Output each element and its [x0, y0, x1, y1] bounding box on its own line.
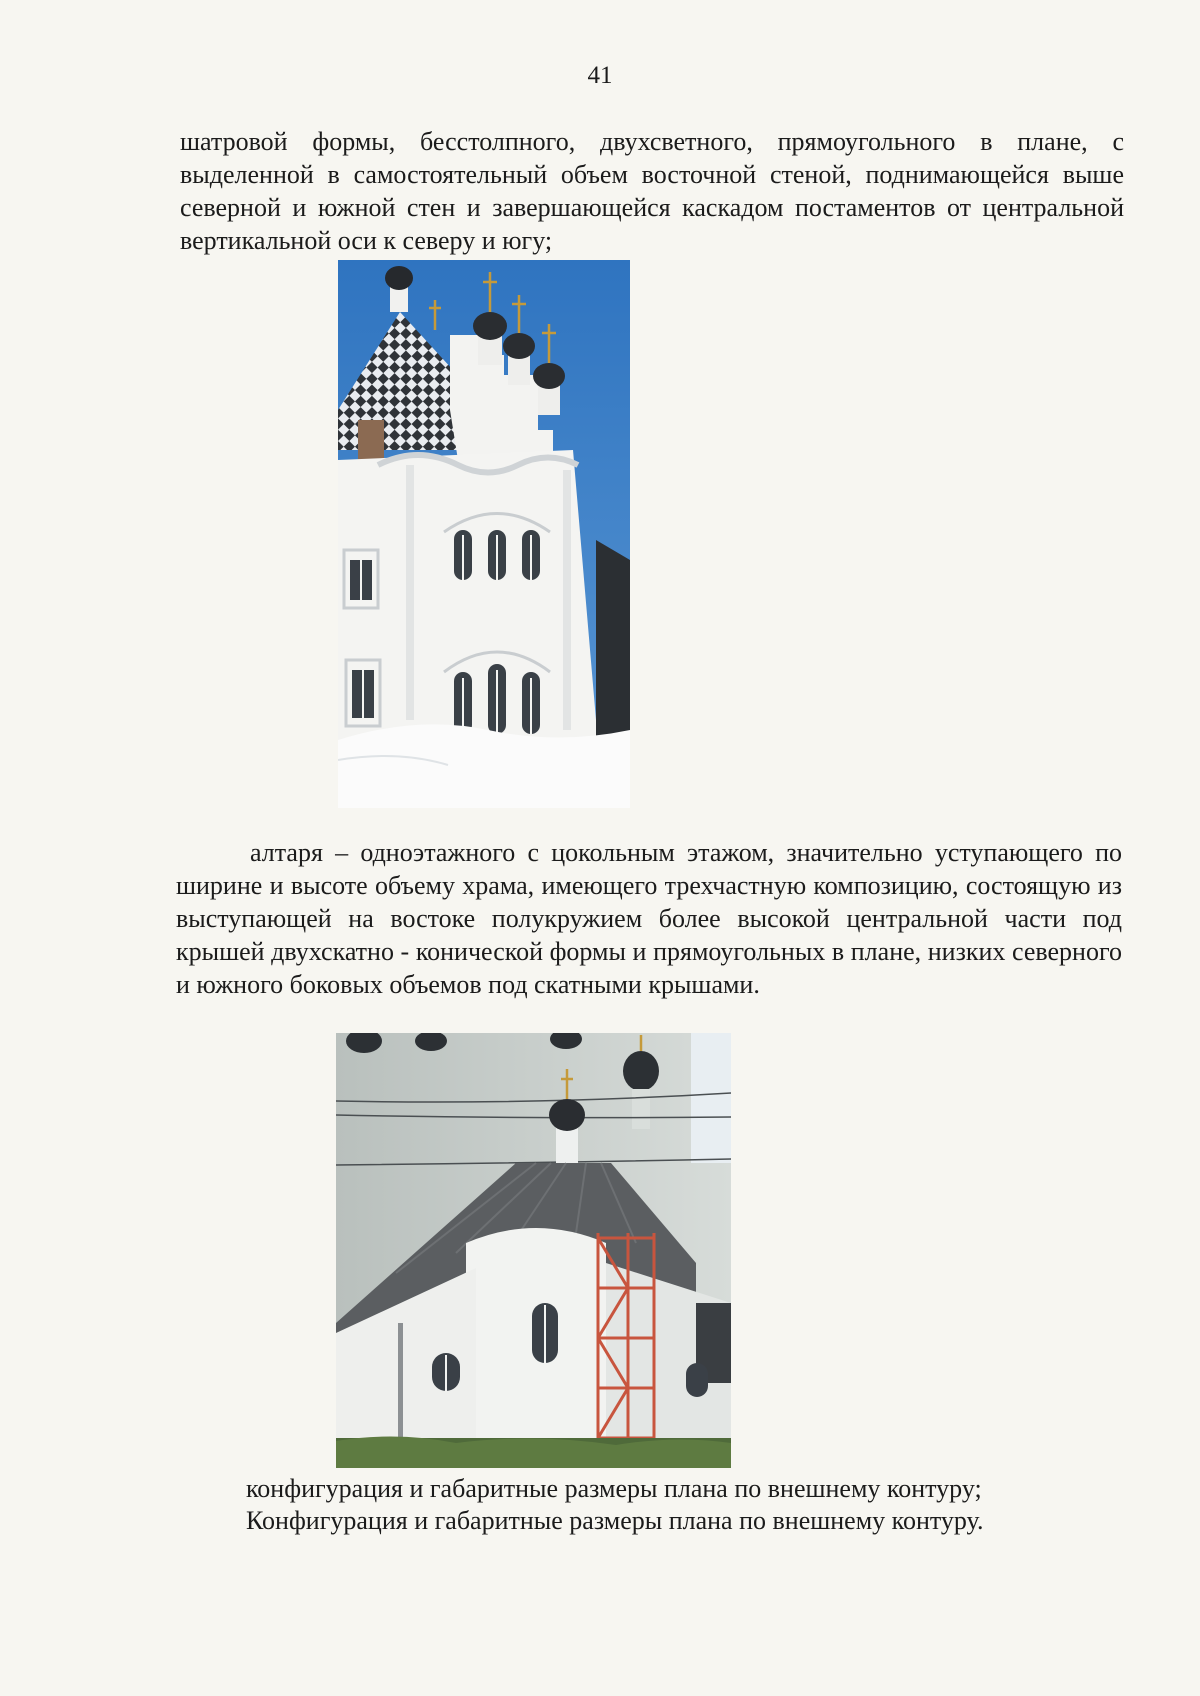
caption-line-2: Конфигурация и габаритные размеры плана по внешнему контуру. — [246, 1506, 984, 1535]
page-number: 41 — [587, 62, 613, 89]
caption-line-1: конфигурация и габаритные размеры плана по внешнему контуру; — [246, 1474, 982, 1503]
church-facade-photo — [338, 260, 630, 808]
altar-apse-photo — [336, 1033, 731, 1468]
paragraph-altar-volume: алтаря – одноэтажного с цокольным этажом, значительно уступающего по ширине и высоте объему храма, имеющего трехчастную композицию, состоящую из выступающей на востоке полукружием более высокой центральной части под крышей двухскатно - конической формы и прямоугольных в плане, низких северного и южного боковых объемов под скатными крышами. — [176, 838, 1122, 999]
paragraph-tent-roof-volume: шатровой формы, бесстолпного, двухсветного, прямоугольного в плане, с выделенной в самостоятельный объем восточной стеной, поднимающейся выше северной и южной стен и завершающейся каскадом постаментов от центральной вертикальной оси к северу и югу; — [180, 127, 1124, 255]
